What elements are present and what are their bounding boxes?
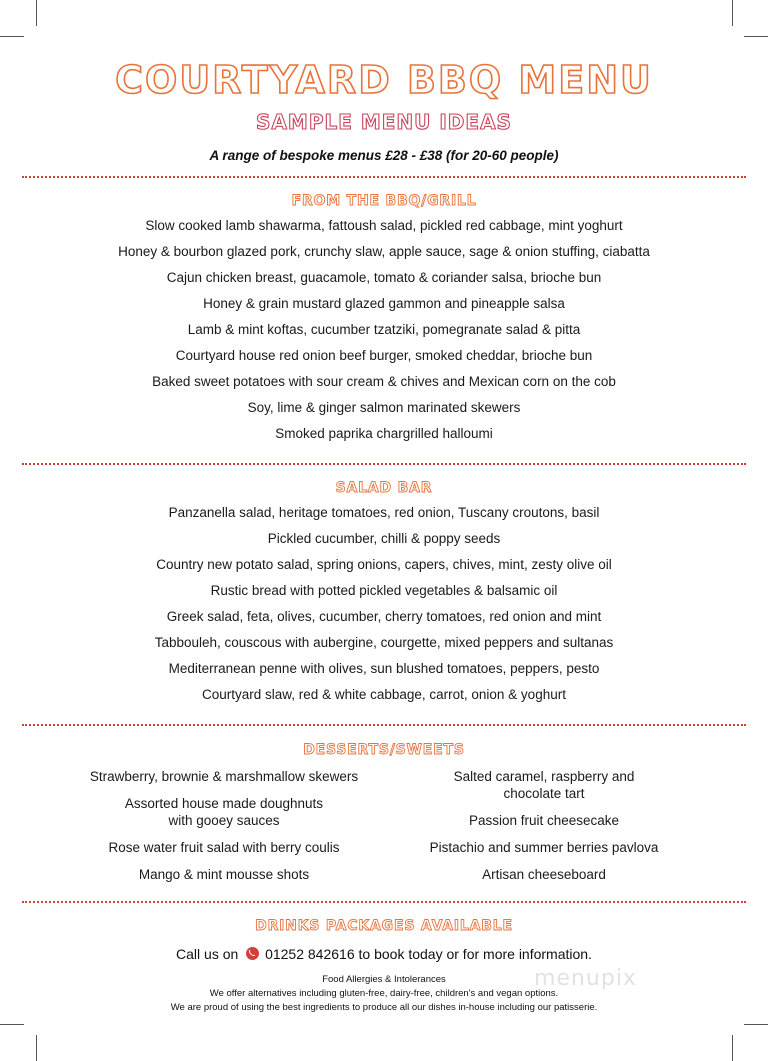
crop-mark xyxy=(36,0,37,26)
list-item xyxy=(74,839,374,866)
menu-subtitle: SAMPLE MENU IDEAS xyxy=(256,110,512,134)
section-divider xyxy=(22,463,746,465)
dessert-line: Rose water fruit salad with berry coulis xyxy=(108,840,340,855)
list-item: Cajun chicken breast, guacamole, tomato & coriander salsa, brioche bun xyxy=(166,270,602,285)
crop-mark xyxy=(0,36,24,37)
list-item xyxy=(394,839,694,866)
crop-mark xyxy=(732,1035,733,1061)
list-item xyxy=(394,866,694,893)
list-item: Smoked paprika chargrilled halloumi xyxy=(275,426,493,441)
phone-number[interactable]: 01252 842616 xyxy=(265,946,355,962)
list-item xyxy=(394,768,694,812)
list-item xyxy=(74,866,374,893)
crop-mark xyxy=(36,1035,37,1061)
allergy-title: Food Allergies & Intolerances xyxy=(322,974,446,985)
dessert-line: Artisan cheeseboard xyxy=(482,867,606,882)
bbq-heading: FROM THE BBQ/GRILL xyxy=(291,193,477,209)
watermark: menupix xyxy=(534,966,637,991)
list-item: Courtyard house red onion beef burger, smoked cheddar, brioche bun xyxy=(175,348,593,363)
menu-tagline: A range of bespoke menus £28 - £38 (for 20-60 people) xyxy=(209,148,559,163)
list-item: Baked sweet potatoes with sour cream & chives and Mexican corn on the cob xyxy=(152,374,616,389)
list-item: Courtyard slaw, red & white cabbage, carrot, onion & yoghurt xyxy=(202,687,566,702)
list-item: Mediterranean penne with olives, sun blushed tomatoes, peppers, pesto xyxy=(168,661,600,676)
section-divider xyxy=(22,176,746,178)
allergy-line: We are proud of using the best ingredients to produce all our dishes in-house including our patisserie. xyxy=(170,1002,598,1013)
desserts-right-column xyxy=(394,768,694,893)
contact-suffix: to book today or for more information. xyxy=(358,946,592,962)
dessert-line: chocolate tart xyxy=(503,786,585,801)
dessert-line: Pistachio and summer berries pavlova xyxy=(429,840,659,855)
crop-mark xyxy=(744,1024,768,1025)
list-item: Lamb & mint koftas, cucumber tzatziki, pomegranate salad & pitta xyxy=(187,322,581,337)
salad-heading: SALAD BAR xyxy=(335,480,433,496)
list-item: Pickled cucumber, chilli & poppy seeds xyxy=(267,531,501,546)
dessert-line: Passion fruit cheesecake xyxy=(468,813,620,828)
section-divider xyxy=(22,901,746,903)
crop-mark xyxy=(0,1024,24,1025)
contact-prefix: Call us on xyxy=(176,946,239,962)
section-divider xyxy=(22,724,746,726)
desserts-left-column xyxy=(74,768,374,893)
crop-mark xyxy=(732,0,733,26)
contact-line xyxy=(0,946,768,962)
list-item: Honey & grain mustard glazed gammon and pineapple salsa xyxy=(203,296,565,311)
list-item: Panzanella salad, heritage tomatoes, red onion, Tuscany croutons, basil xyxy=(168,505,600,520)
drinks-heading: DRINKS PACKAGES AVAILABLE xyxy=(255,918,513,934)
list-item: Tabbouleh, couscous with aubergine, courgette, mixed peppers and sultanas xyxy=(154,635,614,650)
list-item xyxy=(74,795,374,839)
phone-icon xyxy=(246,947,259,960)
dessert-line: with gooey sauces xyxy=(168,813,280,828)
bbq-list xyxy=(0,213,768,447)
list-item: Honey & bourbon glazed pork, crunchy slaw, apple sauce, sage & onion stuffing, ciabatta xyxy=(118,244,650,259)
dessert-line: Strawberry, brownie & marshmallow skewers xyxy=(89,769,359,784)
allergy-line: We offer alternatives including gluten-free, dairy-free, children's and vegan options. xyxy=(209,988,559,999)
dessert-line: Mango & mint mousse shots xyxy=(138,867,310,882)
list-item xyxy=(74,768,374,795)
crop-mark xyxy=(744,36,768,37)
dessert-line: Assorted house made doughnuts xyxy=(124,796,324,811)
list-item: Country new potato salad, spring onions, capers, chives, mint, zesty olive oil xyxy=(156,557,612,572)
menu-title: COURTYARD BBQ MENU xyxy=(115,58,653,102)
desserts-heading: DESSERTS/SWEETS xyxy=(303,742,465,758)
list-item: Soy, lime & ginger salmon marinated skewers xyxy=(247,400,521,415)
list-item: Slow cooked lamb shawarma, fattoush salad, pickled red cabbage, mint yoghurt xyxy=(145,218,623,233)
list-item: Rustic bread with potted pickled vegetables & balsamic oil xyxy=(210,583,558,598)
salad-list xyxy=(0,500,768,708)
list-item: Greek salad, feta, olives, cucumber, cherry tomatoes, red onion and mint xyxy=(166,609,602,624)
dessert-line: Salted caramel, raspberry and xyxy=(453,769,635,784)
list-item xyxy=(394,812,694,839)
